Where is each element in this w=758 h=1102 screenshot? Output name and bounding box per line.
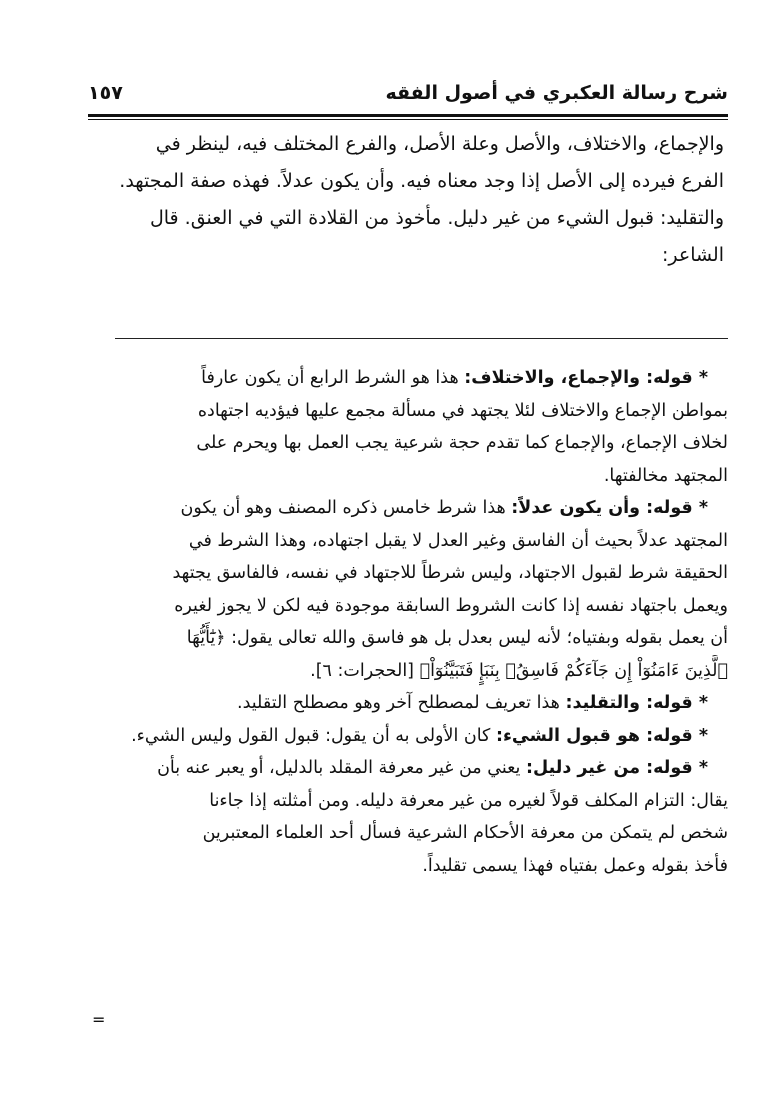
commentary-text: يعني من غير معرفة المقلد بالدليل، أو يعبر عنه بأن <box>157 758 526 778</box>
commentary-line: المجتهد عدلاً بحيث أن الفاسق وغير العدل لا يقبل اجتهاده، وهذا الشرط في <box>188 530 728 551</box>
commentary-lemma: * قوله: وأن يكون عدلاً: <box>511 498 708 518</box>
commentary-text: كان الأولى به أن يقول: قبول القول وليس الشيء. <box>131 725 496 746</box>
header-rule-thin <box>88 119 728 120</box>
page-number: ١٥٧ <box>88 82 123 104</box>
commentary-lemma: * قوله: من غير دليل: <box>525 758 708 778</box>
commentary-text: هذا تعريف لمصطلح آخر وهو مصطلح التقليد. <box>237 693 566 713</box>
commentary-line: المجتهد مخالفتها. <box>603 465 728 486</box>
commentary <box>80 362 728 882</box>
page-header <box>88 80 728 112</box>
commentary-line: لخلاف الإجماع، والإجماع كما تقدم حجة شرعية يجب العمل بها ويحرم على <box>196 433 728 453</box>
commentary-line: أن يعمل بقوله وبفتياه؛ لأنه ليس بعدل بل هو فاسق والله تعالى يقول: ﴿يَٰٓأَيُّهَا <box>186 628 728 648</box>
running-title: شرح رسالة العكبري في أصول الفقه <box>385 82 728 104</box>
continuation-mark: = <box>92 1010 106 1029</box>
commentary-line: فأخذ بقوله وعمل بفتياه فهذا يسمى تقليداً. <box>422 855 728 876</box>
commentary-line: شخص لم يتمكن من معرفة الأحكام الشرعية فسأل أحد العلماء المعتبرين <box>202 823 728 843</box>
quran-verse-line: ٱلَّذِينَ ءَامَنُوٓاْ إِن جَآءَكُمْ فَاسِقُۢ بِنَبَإٍ فَتَبَيَّنُوٓاْ﴾ [الحجرات: ٦]. <box>310 660 728 681</box>
commentary-paragraph-start <box>80 752 728 785</box>
commentary-line: ويعمل باجتهاد نفسه إذا كانت الشروط السابقة موجودة فيه لكن لا يجوز لغيره <box>174 595 728 616</box>
commentary-line: يقال: التزام المكلف قولاً لغيره من غير معرفة دليله. ومن أمثلته إذا جاءنا <box>209 790 728 811</box>
commentary-lemma: * قوله: والإجماع، والاختلاف: <box>464 368 708 388</box>
commentary-paragraph-start <box>80 362 728 395</box>
commentary-paragraph-start <box>80 687 728 720</box>
commentary-paragraph-start <box>80 492 728 525</box>
commentary-lemma: * قوله: هو قبول الشيء: <box>495 725 708 746</box>
main-text <box>82 126 724 274</box>
header-rule-thick <box>88 114 728 117</box>
main-text-line: الفرع فيرده إلى الأصل إذا وجد معناه فيه. وأن يكون عدلاً. فهذه صفة المجتهد. <box>119 170 724 192</box>
footnote-separator <box>115 338 728 339</box>
commentary-line: الحقيقة شرط لقبول الاجتهاد، وليس شرطاً للاجتهاد في نفسه، فالفاسق يجتهد <box>172 563 728 583</box>
commentary-lemma: * قوله: والتقليد: <box>565 693 708 713</box>
commentary-text: هذا شرط خامس ذكره المصنف وهو أن يكون <box>180 498 512 518</box>
commentary-text: هذا هو الشرط الرابع أن يكون عارفاً <box>201 368 465 388</box>
commentary-line: بمواطن الإجماع والاختلاف لئلا يجتهد في مسألة مجمع عليها فيؤديه اجتهاده <box>197 400 728 421</box>
main-text-line: والإجماع، والاختلاف، والأصل وعلة الأصل، والفرع المختلف فيه، لينظر في <box>155 133 724 155</box>
main-text-line: الشاعر: <box>661 244 724 266</box>
commentary-paragraph-start <box>80 720 728 753</box>
main-text-line: والتقليد: قبول الشيء من غير دليل. مأخوذ من القلادة التي في العنق. قال <box>149 207 724 229</box>
